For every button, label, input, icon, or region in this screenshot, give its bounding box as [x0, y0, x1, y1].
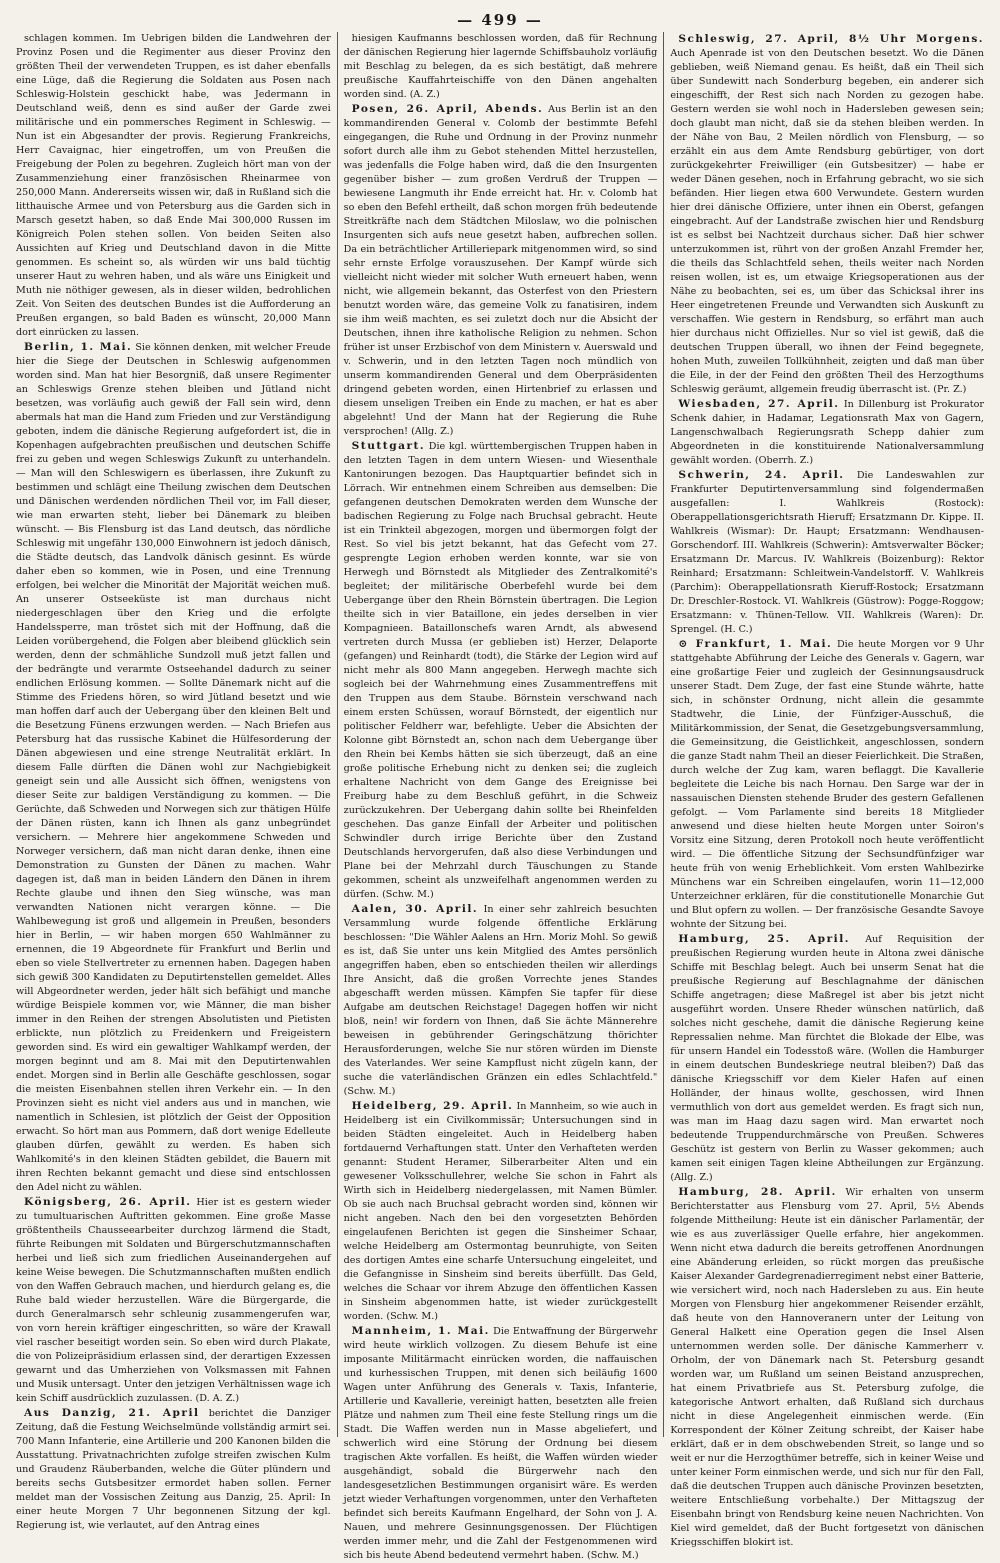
article-dateline: Aus Danzig, 21. April [24, 1407, 200, 1419]
article-text: Aus Berlin ist an den kommandirenden General v. Colomb der bestimmte Befehl eingegangen, die Ruhe und Ordnung in der Provinz nunmehr sofort durch alle ihm zu Gebot stehenden Mittel herzustellen, was jedenfalls die Folge haben wird, daß die den Insurgenten gegenüber bisher — zum großen Verdruß der Truppen — bewiesene Langmuth ihr Ende erreicht hat. Hr. v. Colomb hat so eben den Befehl ertheilt, daß schon morgen früh bedeutende Streitkräfte nach dem Städtchen Miloslaw, wo die polnischen Insurgenten sich aufs neue gesetzt haben, aufbrechen sollen. Da ein beträchtlicher Artilleriepark mitgenommen wird, so sind sehr ernste Erfolge vorauszusehen. Der Kampf würde sich vielleicht nicht wieder mit solcher Wuth erneuert haben, wenn nicht, wie allgemein bekannt, das Osterfest von den Priestern benutzt worden wäre, das gemeine Volk zu fanatisiren, indem sie ihm weiß machten, es sei zuletzt doch nur die Absicht der Deutschen, ihnen ihre katholische Religion zu nehmen. Schon früher ist unser Erzbischof von dem Ministern v. Auerswald und v. Schwerin, und in den letzten Tagen noch mündlich von unserm kommandirenden General und dem Oberpräsidenten dringend gebeten worden, einen Hirtenbrief zu erlassen und diesem unseligen Treiben ein Ende zu machen, er hat es aber abgelehnt! Und der Mann hat der Regierung die Ruhe versprochen! (Allg. Z.) [343, 104, 658, 437]
article-dateline: Schwerin, 24. April. [678, 469, 845, 481]
article-dateline: Hamburg, 28. April. [678, 1186, 837, 1198]
article-text: Die Landeswahlen zur Frankfurter Deputirtenversammlung sind folgendermaßen ausgefallen: I. Wahlkreis (Rostock): Oberappellationsgerichtsrath Hieruff; Ersatzmann Dr. Kippe. II. Wahlkreis (Wismar): Dr. Haupt; Ersatzmann: Wendhausen-Gorschendorf. III. Wahlkreis (Schwerin): Amtsverwalter Böcker; Ersatzmann Dr. Marcus. IV. Wahlkreis (Boizenburg): Rektor Reinhard; Ersatzmann: Schleitwein-Vandelstorff. V. Wahlkreis (Parchim): Oberappellationsrath Kieruff-Rostock; Ersatzmann Dr. Dreschler-Rostock. VI. Wahlkreis (Güstrow): Pogge-Roggow; Ersatzmann: v. Thünen-Tellow. VII. Wahlkreis (Waren): Dr. Sprengel. (H. C.) [670, 470, 984, 635]
article-dateline: Königsberg, 26. April. [24, 1196, 192, 1208]
article-text: berichtet die Danziger Zeitung, daß die Festung Weichselmünde vollständig armirt sei. 700 Mann Infanterie, eine Artillerie und 200 Kanonen bilden die Ausstattung. Privatnachrichten zufolge streifen zwischen Kulm und Graudenz Räuberbanden, welche die Güter plündern und bereits sechs Gutsbesitzer ermordet haben sollen. Ferner meldet man der Vossischen Zeitung aus Danzig, 25. April: In einer heute Morgen 7 Uhr begonnenen Sitzung der kgl. Regierung ist, wie verlautet, auf den Antrag eines [16, 1408, 331, 1531]
article-paragraph [670, 397, 984, 468]
article-text: In einer sehr zahlreich besuchten Versammlung wurde folgende öffentliche Erklärung beschlossen: "Die Wähler Aalens an Hrn. Moriz Mohl. So gewiß es ist, daß Sie unter uns kein Mitglied des Amtes persönlich angegriffen haben, eben so entschieden theilen wir allerdings Ihre Ansicht, daß die großen Vorrechte jenes Standes abgeschafft werden müssen. Kämpfen Sie tapfer für diese Aufgabe am deutschen Reichstage! Dagegen hoffen wir nicht bloß, nein! wir fordern von Ihnen, daß Sie ächte Männerehre beweisen in gebührender Geringschätzung thörichter Herausforderungen, welche Sie nur stören würden im Dienste des Vaterlandes. Wer seine Kampflust nicht zügeln kann, der suche die vaterländischen Gränzen ein edles Schlachtfeld." (Schw. M.) [343, 904, 658, 1097]
article-paragraph [16, 340, 331, 1195]
article-paragraph [670, 32, 984, 397]
article-paragraph [670, 468, 984, 637]
article-text: Die heute Morgen vor 9 Uhr stattgehabte Abführung der Leiche des Generals v. Gagern, war eine großartige Feier und zugleich der Gesinnungsausdruck unserer Stadt. Dem Zuge, der fast eine Stunde währte, hatte sich, in schönster Ordnung, nicht allein die gesammte Stadtwehr, die Linie, der Fünfziger-Ausschuß, die Militärkommission, der Senat, die Gesetzgebungsversammlung, die Gemeinsitzung, die Geistlichkeit, angeschlossen, sondern die ganze Stadt nahm Theil an dieser Feierlichkeit. Die Straßen, durch welche der Zug kam, waren beflaggt. Die Kavallerie begleitete die Leiche bis nach Hornau. Den Sarge war der in nassauischen Diensten stehende Bruder des gestern Gefallenen gefolgt. — Vom Parlamente sind bereits 18 Mitglieder anwesend und diese hielten heute Morgen unter Soiron's Vorsitz eine Sitzung, deren Protokoll noch heute veröffentlicht wird. — Die öffentliche Sitzung der Sechsundfünfziger war heute früh von wenig Erheblichkeit. Vom ersten Wahlbezirke Münchens war ein Schreiben eingelaufen, worin 11—12,000 Unterzeichner erklären, für die constitutionelle Monarchie Gut und Blut opfern zu wollen. — Der französische Gesandte Savoye wohnte der Sitzung bei. [670, 639, 984, 930]
article-text: In Mannheim, so wie auch in Heidelberg ist ein Civilkommissär; Untersuchungen sind in beiden Städten eingeleitet. Auch in Heidelberg haben fortdauernd Verhaftungen statt. Unter den Verhafteten werden genannt: Student Heramer, Silberarbeiter Alten und ein gewesener Volksschullehrer, welche Sie schon in Fahrt als Wirth sich in Heidelberg niedergelassen, mit Namen Bümler. Ob sie auch nach Bruchsal gebracht worden sind, können wir nicht angeben. Nach den bei den vorgesetzten Behörden eingelaufenen Berichten ist gegen die Sinsheimer Schaar, welche Heidelberg am Ostermontag beunruhigte, von Seiten des dortigen Amtes eine scharfe Untersuchung eingeleitet, und die Gefangnisse in Sinsheim sind bereits überfüllt. Das Geld, welches die Schaar vor ihrem Abzuge den öffentlichen Kassen in Sinsheim abgenommen hatte, ist wieder zurückgestellt worden. (Schw. M.) [343, 1101, 658, 1322]
article-paragraph [344, 102, 658, 439]
article-dateline: Aalen, 30. April. [351, 903, 479, 915]
article-paragraph [16, 1406, 331, 1533]
article-text: schlagen kommen. Im Uebrigen bilden die Landwehren der Provinz Posen und die Regimenter aus dieser Provinz den größten Theil der verwendeten Truppen, es ist daher ebenfalls eine Lüge, daß die Regierung die Soldaten aus Posen nach Schleswig-Holstein geschickt habe, was Jedermann in Deutschland weiß, denn es sind außer der Garde zwei militärische und ein pommersches Regiment in Schleswig. — Nun ist ein Abgesandter der provis. Regierung Frankreichs, Herr Cavaignac, hier eingetroffen, um von Preußen die Freigebung der Polen zu begehren. Zugleich hört man von der Zusammenziehung einer französischen Rheinarmee von 250,000 Mann. Andererseits wissen wir, daß in Rußland sich die litthauische Armee und von Petersburg aus die Garden sich in Marsch gesetzt haben, so daß Ende Mai 300,000 Russen im Königreich Polen stehen sollen. Von beiden Seiten also Aussichten auf Krieg und Deutschland davon in die Mitte genommen. Es scheint so, als würden wir uns bald tüchtig unserer Haut zu wehren haben, und als wäre uns Einigkeit und Muth nie nöthiger gewesen, als in dieser wilden, bedrohlichen Zeit. Von Seiten des deutschen Bundes ist die Aufforderung an Preußen ergangen, so bald Baden es wünscht, 20,000 Mann dort einrücken zu lassen. [16, 33, 331, 338]
article-text: In Dillenburg ist Prokurator Schenk dahier, in Hadamar, Legationsrath Max von Gagern, Langenschwalbach Regierungsrath Schepp dahier zum Abgeordneten in die konstituirende Nationalversammlung gewählt worden. (Oberrh. Z.) [670, 399, 984, 466]
article-paragraph [344, 1324, 658, 1563]
article-dateline: Mannheim, 1. Mai. [351, 1325, 490, 1337]
article-paragraph [670, 637, 984, 932]
article-text: hiesigen Kaufmanns beschlossen worden, daß für Rechnung der dänischen Regierung hier lagernde Schiffsbauholz vorläufig mit Beschlag zu belegen, da es sich bestätigt, daß mehrere preußische Kauffahrteischiffe von den Dänen angehalten worden sind. (A. Z.) [343, 33, 658, 100]
article-dateline: Posen, 26. April, Abends. [351, 103, 544, 115]
article-paragraph [670, 932, 984, 1185]
article-paragraph [670, 1185, 984, 1550]
article-text: Sie können denken, mit welcher Freude hier die Siege der Deutschen in Schleswig aufgenommen worden sind. Man hat hier Besorgniß, daß unsere Regimenter an Schleswigs Grenze stehen bleiben und Jütland nicht besetzen, was vorläufig auch gewiß der Fall sein wird, denn abermals hat man die Hand zum Frieden und zur Verständigung geboten, indem die dänische Regierung aufgefordert ist, die in Kopenhagen aufgebrachten preußischen und deutschen Schiffe frei zu geben und wegen Schleswigs Zukunft zu unterhandeln. — Man will den Schleswigern es überlassen, ihre Zukunft zu bestimmen und schlägt eine Theilung zwischen dem Deutschen und Dänischen werdenden nördlichen Theil vor, im Fall dieser, wie man erwarten steht, lieber bei Dänemark zu bleiben wünscht. — Bis Flensburg ist das Land deutsch, das nördliche Schleswig mit ungefähr 130,000 Einwohnern ist jedoch dänisch, die Städte deutsch, das Landvolk dänisch gesinnt. Es würde daher eben so kommen, wie in Posen, und eine Trennung erfolgen, bei welcher die Minorität der Majorität weichen muß. An unserer Ostseeküste ist man durchaus nicht niedergeschlagen über den Krieg und die erfolgte Handelssperre, man tröstet sich mit der Hoffnung, daß die Leiden vorübergehend, die Folgen aber bleibend glücklich sein werden, denn der schmähliche Sundzoll muß jetzt fallen und der bedrängte und verarmte Ostseehandel dadurch zu seiner endlichen Erlösung kommen. — Sollte Dänemark nicht auf die Stimme des Friedens hören, so wird Jütland besetzt und wie man hoffen darf auch der Uebergang über den kleinen Belt und die Besetzung Fünens erzwungen werden. — Nach Briefen aus Petersburg hat das russische Kabinet die Hülfesorderung der Dänen abgewiesen und eine strenge Neutralität erklärt. In diesem Falle dürften die Dänen wohl zur Nachgiebigkeit geneigt sein und alle Aussicht sich öffnen, wenigstens von dieser Seite zur baldigen Verständigung zu kommen. — Die Gerüchte, daß Schweden und Norwegen sich zur thätigen Hülfe der Dänen rüsten, kann ich Ihnen als ganz unbegründet versichern. — Mehrere hier angekommene Schweden und Norweger versichern, daß man nicht daran denke, ihnen eine Demonstration zu Gunsten der Dänen zu machen. Wahr dagegen ist, daß man in beiden Ländern den Dänen in ihrem Rechte glaube und ihnen den Sieg wünsche, was man verwandten Nationen nicht verargen könne. — Die Wahlbewegung ist groß und allgemein in Preußen, besonders hier in Berlin, — wir haben morgen 650 Wahlmänner zu ernennen, die 19 Abgeordnete für Frankfurt und Berlin und eben so viele Stellvertreter zu ernennen haben. Dagegen haben sich gewiß 300 Kandidaten zu Deputirtenstellen gemeldet. Alles will Abgeordneter werden, jeder hält sich befähigt und manche würdige Beispiele kommen vor, wie Männer, die man bisher immer in den Reihen der strengen Absolutisten und Pietisten erblickte, nun plötzlich zu Freidenkern und Freigeistern geworden sind. Es wird ein gewaltiger Wahlkampf werden, der morgen beginnt und am 8. Mai mit den Deputirtenwahlen endet. Morgen sind in Berlin alle Geschäfte geschlossen, sogar die meisten Eisenbahnen stellen ihren Verkehr ein. — In den Provinzen sieht es nicht viel anders aus und in manchen, wie namentlich in Schlesien, ist plötzlich der Geist der Opposition erwacht. So hört man aus Pommern, daß dort wenige Edelleute glauben dürfen, gewählt zu werden. Es haben sich Wahlkomité's in den kleinen Städten gebildet, die Bauern mit ihren Rechten bekannt gemacht und diese sind entschlossen den Adel nicht zu wählen. [16, 342, 331, 1193]
article-dateline: Stuttgart. [351, 440, 426, 452]
article-paragraph [344, 902, 658, 1099]
article-text: Hier ist es gestern wieder zu tumultuarischen Auftritten gekommen. Eine große Masse größtentheils Chausseearbeiter durchzog lärmend die Stadt, führte Reibungen mit Soldaten und Bürgerschutzmannschaften herbei und ließ sich zum friedlichen Auseinandergehen auf keine Weise bewegen. Die Schutzmannschaften mußten endlich von den Waffen Gebrauch machen, und hierdurch gelang es, die Ruhe bald wieder herzustellen. Wäre die Bürgergarde, die durch Generalmarsch sehr schleunig zusammengerufen war, von vorn herein kräftiger eingeschritten, so wäre der Krawall viel rascher beseitigt worden sein. So eben wird durch Plakate, die von Polizeipräsidium erlassen sind, der derartigen Exzessen gewarnt und das Umherziehen von Volksmassen mit Fahnen und Musik untersagt. Unter den jetzigen Verhältnissen wage ich kein Schiff ausdrücklich zuzulassen. (D. A. Z.) [16, 1197, 331, 1404]
article-text: Auch Apenrade ist von den Deutschen besetzt. Wo die Dänen geblieben, weiß Niemand genau. Es heißt, daß ein Theil sich über Sundewitt nach Sonderburg begeben, ein anderer sich eingeschifft, der Rest sich nach Norden zu gezogen habe. Gestern werden sie wohl noch in Hadersleben gewesen sein; doch glaubt man nicht, daß sie da stehen bleiben werden. In der Nähe von Bau, 2 Meilen nördlich von Flensburg, — so erzählt ein aus dem Amte Rendsburg gebürtiger, von dort zurückgekehrter Freiwilliger (ein Gutsbesitzer) — habe er weder Dänen gesehen, noch in Erfahrung gebracht, wo sie sich befänden. Hier liegen etwa 600 Verwundete. Gestern wurden hier drei dänische Offiziere, unter ihnen ein Oberst, gefangen eingebracht. Auf der Landstraße zwischen hier und Rendsburg ist es selbst bei Nachtzeit durchaus sicher. Daß hier schwer unterzukommen ist, rührt von der großen Anzahl Fremder her, die theils das Schlachtfeld sehen, theils weiter nach Norden reisen wollen, ist es, um etwaige Kriegsoperationen aus der Nähe zu beobachten, sei es, um über das Schicksal ihrer ins Heer eingetretenen Freunde und Verwandten sich Auskunft zu verschaffen. Wie gestern in Rendsburg, so erfährt man auch hier durchaus nicht Offizielles. Nur so viel ist gewiß, daß die deutschen Truppen überall, wo ihnen der Feind begegnete, hohen Muth, zuweilen Tollkühnheit, zeigten und daß man über die Eile, in der der Feind den größten Theil des Herzogthums Schleswig geräumt, allgemein freudig überrascht ist. (Pr. Z.) [670, 48, 984, 395]
article-paragraph [344, 1099, 658, 1324]
article-paragraph [344, 32, 658, 102]
article-text: Auf Requisition der preußischen Regierung wurden heute in Altona zwei dänische Schiffe mit Beschlag belegt. Auch bei unserm Senat hat die preußische Regierung auf Beschlagnahme der dänischen Schiffe angetragen; diese Maßregel ist aber bis jetzt nicht ausgeführt worden. Unsere Rheder wünschen natürlich, daß solches nicht geschehe, damit die dänische Regierung keine Repressalien nehme. Man fürchtet die Blokade der Elbe, was für unsern Handel ein Todesstoß wäre. (Wollen die Hamburger in einem deutschen Bundeskriege neutral bleiben?) Daß das dänische Kriegsschiff vor dem Kieler Hafen auf einen Holländer, der hinaus wollte, geschossen, wird Ihnen vermuthlich von dort aus gemeldet werden. Es fragt sich nun, was man im Haag dazu sagen wird. Man erwartet noch bedeutende Truppendurchmärsche von Preußen. Schweres Geschütz ist gestern von Berlin zu Wasser gekommen; auch kamen seit einigen Tagen kleine Abtheilungen zur Ergänzung. (Allg. Z.) [670, 934, 984, 1183]
article-text: Die kgl. württembergischen Truppen haben in den letzten Tagen in dem untern Wiesen- und Wiesenthale Kantonirungen bezogen. Das Hauptquartier befindet sich in Lörrach. Wir entnehmen einem Schreiben aus demselben: Die gefangenen deutschen Demokraten werden dem Wunsche der badischen Regierung zu Folge nach Bruchsal gebracht. Heute ist ein Trinkteil abgezogen, morgen und übermorgen folgt der Rest. So viel bis jetzt bekannt, hat das Gefecht vom 27. gesprengte Legion erhoben werden konnte, war sie von Herwegh und Börnstedt als Mitglieder des Zentralkomité's begleitet; der militärische Oberbefehl wurde bei dem Uebergange über den Rhein Börnstein übertragen. Die Legion theilte sich in vier Bataillone, ein jedes derselben in vier Kompagnieen. Bataillonschefs waren Arndt, als abwesend vertreten durch Mussa (er geblieben ist) Herzer, Delaporte (gefangen) und Reinhardt (todt), die Stärke der Legion wird auf nicht mehr als 800 Mann angegeben. Herwegh machte sich sogleich bei der Wahrnehmung eines Zusammentreffens mit den Truppen aus dem Staube. Börnstein verschwand nach einem ersten Schüssen, worauf Börnstedt, der eigentlich nur politischer Feldherr war, befehligte. Ueber die Absichten der Kolonne gibt Börnstedt an, schon nach dem Uebergange über den Rhein bei Kembs hätten sie sich überzeugt, daß an eine große politische Erhebung nicht zu denken sei; die zugleich erhaltene Nachricht von dem Gange des Ereignisse bei Freiburg habe zu dem Beschluß geführt, in die Schweiz zurückzukehren. Der Uebergang dahin sollte bei Rheinfelden geschehen. Das ganze Einfall der Arbeiter und politischen Schwindler durch irrige Berichte über den Zustand Deutschlands hervorgerufen, daß also diese Verbindungen und Plane bei der Mehrzahl durch Täuschungen zu Stande gekommen, scheint als unzweifelhaft angenommen werden zu dürfen. (Schw. M.) [343, 441, 658, 900]
column-1 [10, 32, 337, 1531]
article-paragraph [344, 439, 658, 902]
article-dateline: Hamburg, 25. April. [678, 933, 850, 945]
page-number: — 499 — [457, 11, 543, 29]
article-dateline: Schleswig, 27. April, 8½ Uhr Morgens. [678, 33, 984, 45]
column-2 [337, 32, 664, 1561]
article-dateline: ⊙ Frankfurt, 1. Mai. [678, 638, 833, 650]
article-text: Wir erhalten von unserm Berichterstatter aus Flensburg vom 27. April, 5½ Abends folgende Mittheilung: Heute ist ein dänischer Parlamentär, der wie es aus zuverlässiger Quelle erfahre, hier angekommen. Wenn nicht etwa dadurch die bereits getroffenen Anordnungen eine Abänderung erleiden, so rückt morgen das preußische Kaiser Alexander Gardegrenadierregiment nebst einer Batterie, wie versichert wird, noch nach Hadersleben zu aus. Ein heute Morgen von Flensburg hier angekommener Reisender erzählt, daß heute von den Hannoveranern unter der Leitung von General Halkett eine Operation gegen die Insel Alsen unternommen werden solle. Der dänische Kammerherr v. Orholm, der von Dänemark nach St. Petersburg gesandt worden war, um Rußland um seinen Beistand anzusprechen, hat einem Privatbriefe aus St. Petersburg zufolge, die kategorische Antwort erhalten, daß Rußland sich durchaus nicht in diese Angelegenheit einmischen werde. (Ein Korrespondent der Kölner Zeitung schreibt, der Kaiser habe erklärt, daß er in dem obschwebenden Streit, so lange und so weit er nur die Herzogthümer betreffe, sich in keiner Weise und unter keiner Form einmischen werde, und sich nur für den Fall, daß die deutschen Truppen auch dänische Provinzen besetzten, weitere Entschließung vorbehalte.) Der Mittagszug der Eisenbahn bringt von Rendsburg keine neuen Nachrichten. Von Kiel wird gemeldet, daß der Bucht fortgesetzt von dänischen Kriegsschiffen blokirt ist. [670, 1187, 984, 1548]
article-dateline: Berlin, 1. Mai. [24, 341, 133, 353]
article-text: Die Entwaffnung der Bürgerwehr wird heute wirklich vollzogen. Zu diesem Behufe ist eine imposante Militärmacht einrücken worden, die naffauischen und kurhessischen Truppen, mit denen sich beiläufig 1600 Wagen unter Anführung des Generals v. Taxis, Infanterie, Artillerie und Kavallerie, vereinigt hatten, besetzten alle freien Plätze und nahmen zum Theil eine feste Stellung rings um die Stadt. Die Waffen werden nun in Masse abgeliefert, und schwerlich wird eine Störung der Ordnung bei diesem tragischen Akte vorfallen. Es heißt, die Waffen würden wieder ausgehändigt, sobald die Bürgerwehr nach den landesgesetzlichen Bestimmungen organisirt wäre. Es werden jetzt wieder Verhaftungen vorgenommen, unter den Verhafteten befindet sich bereits Kaufmann Engelhard, der Sohn von J. A. Nauen, und mehrere Gesinnungsgenossen. Der Flüchtigen werden immer mehr, und die Zahl der Festgenommenen wird sich bis heute Abend bedeutend vermehrt haben. (Schw. M.) [343, 1326, 658, 1561]
article-dateline: Wiesbaden, 27. April. [678, 398, 840, 410]
article-paragraph [16, 1195, 331, 1406]
article-paragraph [16, 32, 331, 340]
article-columns [10, 32, 990, 1561]
article-dateline: Heidelberg, 29. April. [351, 1100, 514, 1112]
column-3 [663, 32, 990, 1548]
